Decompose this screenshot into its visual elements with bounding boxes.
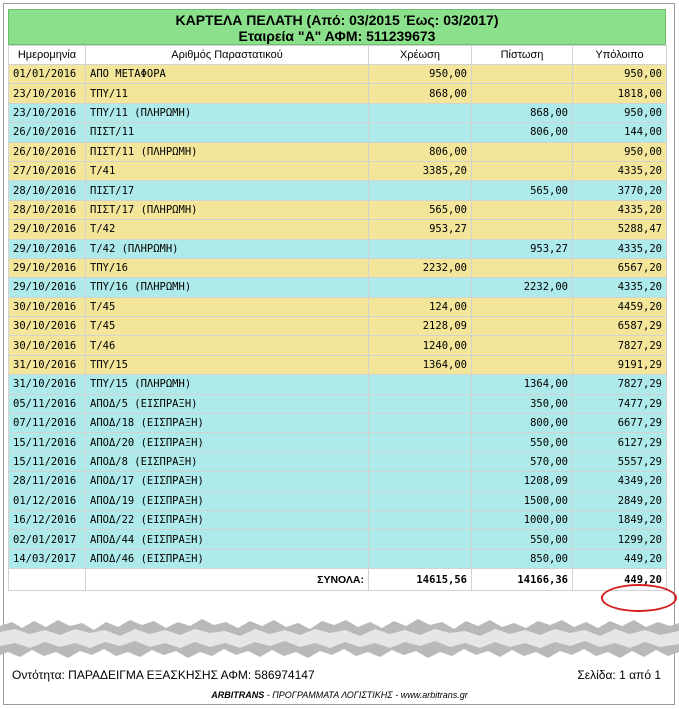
cell-balance: 6567,20 xyxy=(573,258,667,277)
table-row xyxy=(9,278,667,297)
table-row xyxy=(9,161,667,180)
cell-balance: 950,00 xyxy=(573,103,667,122)
cell-document: ΤΠΥ/15 xyxy=(86,355,369,374)
torn-paper-edge xyxy=(0,612,679,664)
cell-debit: 953,27 xyxy=(369,220,472,239)
cell-document: ΑΠΟΔ/18 (ΕΙΣΠΡΑΞΗ) xyxy=(86,414,369,433)
column-header-document: Αριθμός Παραστατικού xyxy=(86,46,369,65)
cell-document: ΤΠΥ/16 xyxy=(86,258,369,277)
cell-debit: 565,00 xyxy=(369,200,472,219)
cell-debit xyxy=(369,530,472,549)
cell-balance: 4335,20 xyxy=(573,200,667,219)
table-row xyxy=(9,200,667,219)
cell-credit: 806,00 xyxy=(472,123,573,142)
table-row xyxy=(9,181,667,200)
footer-page-number: Σελίδα: 1 από 1 xyxy=(577,668,661,682)
footer-credit-text: - ΠΡΟΓΡΑΜΜΑΤΑ ΛΟΓΙΣΤΙΚΗΣ - www.arbitrans.gr xyxy=(264,690,468,700)
cell-credit xyxy=(472,84,573,103)
cell-date: 02/01/2017 xyxy=(9,530,86,549)
cell-balance: 4349,20 xyxy=(573,472,667,491)
cell-balance: 950,00 xyxy=(573,65,667,84)
table-row xyxy=(9,549,667,568)
cell-document: Τ/42 xyxy=(86,220,369,239)
cell-balance: 449,20 xyxy=(573,549,667,568)
cell-document: ΑΠΟΔ/46 (ΕΙΣΠΡΑΞΗ) xyxy=(86,549,369,568)
table-row xyxy=(9,510,667,529)
cell-document: Τ/46 xyxy=(86,336,369,355)
table-row xyxy=(9,123,667,142)
cell-balance: 5557,29 xyxy=(573,452,667,471)
column-header-credit: Πίστωση xyxy=(472,46,573,65)
cell-date: 14/03/2017 xyxy=(9,549,86,568)
totals-debit: 14615,56 xyxy=(369,569,472,591)
cell-balance: 4335,20 xyxy=(573,239,667,258)
cell-balance: 1849,20 xyxy=(573,510,667,529)
cell-credit: 1364,00 xyxy=(472,375,573,394)
table-row xyxy=(9,491,667,510)
footer-credit xyxy=(0,690,679,700)
cell-document: ΤΠΥ/15 (ΠΛΗΡΩΜΗ) xyxy=(86,375,369,394)
cell-date: 29/10/2016 xyxy=(9,220,86,239)
cell-date: 01/01/2016 xyxy=(9,65,86,84)
table-row xyxy=(9,355,667,374)
table-row xyxy=(9,317,667,336)
cell-balance: 7827,29 xyxy=(573,336,667,355)
cell-debit xyxy=(369,414,472,433)
report-title: ΚΑΡΤΕΛΑ ΠΕΛΑΤΗ (Από: 03/2015 Έως: 03/2017) xyxy=(175,12,499,28)
cell-debit xyxy=(369,394,472,413)
ledger-body xyxy=(9,65,667,569)
cell-balance: 4335,20 xyxy=(573,278,667,297)
cell-credit: 1208,09 xyxy=(472,472,573,491)
footer-credit-brand: ARBITRANS xyxy=(211,690,265,700)
cell-credit: 850,00 xyxy=(472,549,573,568)
cell-date: 26/10/2016 xyxy=(9,123,86,142)
cell-date: 30/10/2016 xyxy=(9,336,86,355)
table-row xyxy=(9,220,667,239)
cell-debit xyxy=(369,472,472,491)
cell-debit xyxy=(369,375,472,394)
cell-document: ΑΠΟΔ/8 (ΕΙΣΠΡΑΞΗ) xyxy=(86,452,369,471)
column-header-debit: Χρέωση xyxy=(369,46,472,65)
cell-credit: 350,00 xyxy=(472,394,573,413)
cell-balance: 950,00 xyxy=(573,142,667,161)
cell-date: 16/12/2016 xyxy=(9,510,86,529)
cell-debit xyxy=(369,510,472,529)
cell-balance: 7827,29 xyxy=(573,375,667,394)
cell-debit xyxy=(369,278,472,297)
cell-document: Τ/45 xyxy=(86,317,369,336)
totals-balance: 449,20 xyxy=(573,569,667,591)
cell-document: ΠΙΣΤ/11 xyxy=(86,123,369,142)
totals-credit: 14166,36 xyxy=(472,569,573,591)
totals-label: ΣΥΝΟΛΑ: xyxy=(86,569,369,591)
cell-debit xyxy=(369,181,472,200)
table-row xyxy=(9,375,667,394)
table-header-row xyxy=(9,46,667,65)
cell-date: 29/10/2016 xyxy=(9,278,86,297)
cell-date: 23/10/2016 xyxy=(9,103,86,122)
cell-date: 30/10/2016 xyxy=(9,317,86,336)
table-row xyxy=(9,258,667,277)
cell-debit xyxy=(369,491,472,510)
cell-date: 31/10/2016 xyxy=(9,375,86,394)
footer-entity: Οντότητα: ΠΑΡΑΔΕΙΓΜΑ ΕΞΑΣΚΗΣΗΣ ΑΦΜ: 586974147 xyxy=(12,668,315,682)
cell-date: 05/11/2016 xyxy=(9,394,86,413)
cell-date: 28/10/2016 xyxy=(9,181,86,200)
cell-credit xyxy=(472,258,573,277)
cell-date: 23/10/2016 xyxy=(9,84,86,103)
cell-debit xyxy=(369,433,472,452)
cell-date: 26/10/2016 xyxy=(9,142,86,161)
cell-debit xyxy=(369,239,472,258)
table-row xyxy=(9,142,667,161)
table-row xyxy=(9,239,667,258)
report-subtitle: Εταιρεία "Α" ΑΦΜ: 511239673 xyxy=(238,28,436,44)
cell-document: ΑΠΟΔ/19 (ΕΙΣΠΡΑΞΗ) xyxy=(86,491,369,510)
cell-credit: 565,00 xyxy=(472,181,573,200)
cell-balance: 9191,29 xyxy=(573,355,667,374)
cell-document: ΤΠΥ/11 (ΠΛΗΡΩΜΗ) xyxy=(86,103,369,122)
cell-balance: 4459,20 xyxy=(573,297,667,316)
cell-debit: 2232,00 xyxy=(369,258,472,277)
table-row xyxy=(9,530,667,549)
cell-date: 07/11/2016 xyxy=(9,414,86,433)
cell-balance: 1818,00 xyxy=(573,84,667,103)
cell-credit: 2232,00 xyxy=(472,278,573,297)
cell-balance: 2849,20 xyxy=(573,491,667,510)
cell-document: ΠΙΣΤ/17 xyxy=(86,181,369,200)
cell-credit xyxy=(472,142,573,161)
cell-credit xyxy=(472,220,573,239)
cell-balance: 6587,29 xyxy=(573,317,667,336)
cell-credit: 1500,00 xyxy=(472,491,573,510)
cell-document: ΑΠΟ ΜΕΤΑΦΟΡΑ xyxy=(86,65,369,84)
cell-credit xyxy=(472,317,573,336)
balance-highlight-circle xyxy=(601,584,677,612)
cell-date: 31/10/2016 xyxy=(9,355,86,374)
table-row xyxy=(9,297,667,316)
cell-debit: 1364,00 xyxy=(369,355,472,374)
report-header xyxy=(8,9,666,45)
cell-balance: 4335,20 xyxy=(573,161,667,180)
cell-date: 28/11/2016 xyxy=(9,472,86,491)
cell-date: 27/10/2016 xyxy=(9,161,86,180)
cell-document: ΑΠΟΔ/17 (ΕΙΣΠΡΑΞΗ) xyxy=(86,472,369,491)
cell-date: 28/10/2016 xyxy=(9,200,86,219)
table-row xyxy=(9,414,667,433)
cell-debit: 868,00 xyxy=(369,84,472,103)
cell-date: 15/11/2016 xyxy=(9,433,86,452)
cell-debit: 3385,20 xyxy=(369,161,472,180)
table-row xyxy=(9,103,667,122)
cell-document: ΑΠΟΔ/5 (ΕΙΣΠΡΑΞΗ) xyxy=(86,394,369,413)
cell-document: ΑΠΟΔ/22 (ΕΙΣΠΡΑΞΗ) xyxy=(86,510,369,529)
cell-document: ΤΠΥ/16 (ΠΛΗΡΩΜΗ) xyxy=(86,278,369,297)
cell-debit: 1240,00 xyxy=(369,336,472,355)
cell-credit xyxy=(472,161,573,180)
cell-credit: 868,00 xyxy=(472,103,573,122)
cell-debit xyxy=(369,123,472,142)
cell-credit xyxy=(472,65,573,84)
totals-row xyxy=(9,569,667,591)
cell-date: 01/12/2016 xyxy=(9,491,86,510)
table-row xyxy=(9,472,667,491)
cell-credit: 550,00 xyxy=(472,530,573,549)
cell-credit: 550,00 xyxy=(472,433,573,452)
cell-credit xyxy=(472,336,573,355)
cell-credit xyxy=(472,200,573,219)
cell-document: ΠΙΣΤ/11 (ΠΛΗΡΩΜΗ) xyxy=(86,142,369,161)
cell-balance: 144,00 xyxy=(573,123,667,142)
table-row xyxy=(9,452,667,471)
cell-document: ΑΠΟΔ/20 (ΕΙΣΠΡΑΞΗ) xyxy=(86,433,369,452)
cell-balance: 3770,20 xyxy=(573,181,667,200)
cell-credit xyxy=(472,355,573,374)
cell-date: 29/10/2016 xyxy=(9,258,86,277)
cell-credit: 570,00 xyxy=(472,452,573,471)
cell-document: ΠΙΣΤ/17 (ΠΛΗΡΩΜΗ) xyxy=(86,200,369,219)
totals-empty-date xyxy=(9,569,86,591)
cell-document: ΑΠΟΔ/44 (ΕΙΣΠΡΑΞΗ) xyxy=(86,530,369,549)
cell-debit: 950,00 xyxy=(369,65,472,84)
ledger-table xyxy=(8,45,667,591)
cell-document: Τ/41 xyxy=(86,161,369,180)
cell-balance: 5288,47 xyxy=(573,220,667,239)
cell-date: 15/11/2016 xyxy=(9,452,86,471)
table-row xyxy=(9,394,667,413)
cell-credit: 953,27 xyxy=(472,239,573,258)
table-row xyxy=(9,433,667,452)
cell-credit xyxy=(472,297,573,316)
table-row xyxy=(9,65,667,84)
cell-balance: 6127,29 xyxy=(573,433,667,452)
cell-debit xyxy=(369,103,472,122)
cell-balance: 6677,29 xyxy=(573,414,667,433)
cell-credit: 800,00 xyxy=(472,414,573,433)
table-row xyxy=(9,84,667,103)
cell-document: ΤΠΥ/11 xyxy=(86,84,369,103)
cell-debit: 124,00 xyxy=(369,297,472,316)
cell-document: Τ/45 xyxy=(86,297,369,316)
cell-debit xyxy=(369,549,472,568)
cell-debit xyxy=(369,452,472,471)
cell-debit: 806,00 xyxy=(369,142,472,161)
cell-document: Τ/42 (ΠΛΗΡΩΜΗ) xyxy=(86,239,369,258)
cell-balance: 1299,20 xyxy=(573,530,667,549)
cell-date: 30/10/2016 xyxy=(9,297,86,316)
column-header-date: Ημερομηνία xyxy=(9,46,86,65)
cell-debit: 2128,09 xyxy=(369,317,472,336)
cell-balance: 7477,29 xyxy=(573,394,667,413)
cell-date: 29/10/2016 xyxy=(9,239,86,258)
table-row xyxy=(9,336,667,355)
column-header-balance: Υπόλοιπο xyxy=(573,46,667,65)
cell-credit: 1000,00 xyxy=(472,510,573,529)
